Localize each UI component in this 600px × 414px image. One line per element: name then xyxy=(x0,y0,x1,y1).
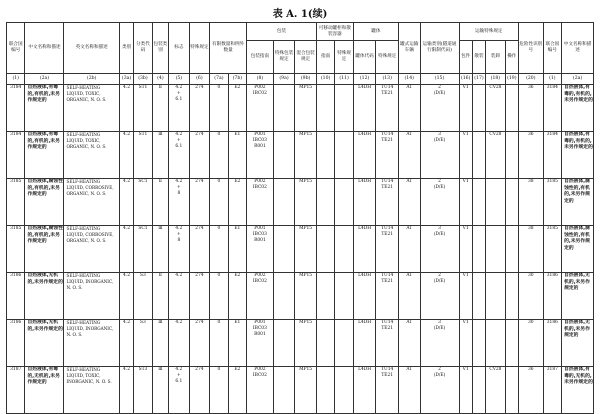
header-cn-name-right: 中文名称和描述 xyxy=(562,23,594,74)
header-en-name: 英文名称和描述 xyxy=(64,23,119,74)
en-name-cell: SELF-HEATING LIQUID, INORGANIC, N. O. S. xyxy=(64,320,119,367)
cn-name-cell: 自热液体,有毒的,有机的,未另作规定的 xyxy=(25,132,64,179)
special-packing-cell xyxy=(273,273,295,320)
portable-instruction-cell xyxy=(316,226,334,273)
portable-instruction-cell xyxy=(316,367,334,414)
transport-category-cell xyxy=(420,85,459,132)
portable-instruction-cell xyxy=(316,320,334,367)
tunnel-code-value: (D/E) xyxy=(433,373,446,379)
tank-code-cell: L4DH xyxy=(353,273,376,320)
un-no-cell: 3185 xyxy=(7,179,25,226)
header-bulk: 散装 xyxy=(472,41,485,74)
en-name-cell: SELF-HEATING LIQUID, CORROSIVE, ORGANIC, N. O. S. xyxy=(64,226,119,273)
labels-cell: 4.2 + 6.1 xyxy=(169,132,190,179)
tank-code-cell: L4DH xyxy=(353,367,376,414)
transport-category-cell xyxy=(420,273,459,320)
cn-name-cell: 自热液体,无机的,未另作规定的 xyxy=(25,320,64,367)
mixed-packing-cell: MP15 xyxy=(295,132,317,179)
packages-cell: V1 xyxy=(459,226,472,273)
transport-category-cell xyxy=(420,179,459,226)
header-portable-special: 特殊规定 xyxy=(335,41,353,74)
en-name-cell: SELF-HEATING LIQUID, TOXIC, ORGANIC, N. O. S. xyxy=(64,132,119,179)
transport-category-value: 3 xyxy=(438,320,441,325)
tunnel-code-value: (D/E) xyxy=(433,326,446,332)
excepted-qty-cell: E1 xyxy=(228,226,246,273)
header-tank-special: 特殊规定 xyxy=(376,41,399,74)
cn-name-right-cell: 自热液体,无机的,未另作规定的 xyxy=(562,273,594,320)
packages-cell: V1 xyxy=(459,85,472,132)
transport-category-value: 2 xyxy=(438,179,441,184)
column-code: (1) xyxy=(543,74,561,85)
header-tank-vehicle: 罐式运输车辆 xyxy=(398,23,420,74)
special-provision-cell: 274 xyxy=(189,367,210,414)
portable-special-cell xyxy=(335,179,353,226)
hazard-id-cell: 30 xyxy=(518,273,543,320)
packing-instruction-cell: P002 IBC02 xyxy=(247,85,274,132)
labels-cell: 4.2 + 8 xyxy=(169,226,190,273)
header-mixed-packing: 混合包装规定 xyxy=(295,41,317,74)
loading-cell xyxy=(486,320,505,367)
hazard-id-cell: 36 xyxy=(518,85,543,132)
packing-instruction-cell: P001 IBC03 R001 xyxy=(247,132,274,179)
cn-name-cell: 自热液体,腐蚀性的,有机的,未另作规定的 xyxy=(25,226,64,273)
hazard-id-cell: 36 xyxy=(518,367,543,414)
limited-qty-cell: 0 xyxy=(210,367,228,414)
limited-qty-cell: 0 xyxy=(210,320,228,367)
header-special-packing: 特殊包装规定 xyxy=(273,41,295,74)
packing-instruction-cell: P002 IBC02 xyxy=(247,367,274,414)
table-row xyxy=(7,132,594,179)
packing-group-cell: Ⅲ xyxy=(152,367,168,414)
column-code: (17) xyxy=(472,74,485,85)
special-packing-cell xyxy=(273,320,295,367)
tank-code-cell: L4DH xyxy=(353,132,376,179)
portable-instruction-cell xyxy=(316,85,334,132)
cn-name-right-cell: 自热液体,无机的,未另作规定的 xyxy=(562,320,594,367)
loading-cell xyxy=(486,273,505,320)
class-cell: 4.2 xyxy=(119,179,133,226)
column-code: (2a) xyxy=(562,74,594,85)
bulk-cell xyxy=(472,132,485,179)
tank-code-cell: L4DH xyxy=(353,85,376,132)
tank-code-cell: L4DH xyxy=(353,179,376,226)
un-no-cell: 3186 xyxy=(7,273,25,320)
un-no-right-cell: 3184 xyxy=(543,132,561,179)
column-code: (2b) xyxy=(64,74,119,85)
column-code: (18) xyxy=(486,74,505,85)
portable-special-cell xyxy=(335,85,353,132)
class-code-cell: S3 xyxy=(134,320,152,367)
tank-code-cell: L4DH xyxy=(353,320,376,367)
packing-group-cell: Ⅲ xyxy=(152,226,168,273)
labels-cell: 4.2 + 6.1 xyxy=(169,85,190,132)
tank-vehicle-cell: AT xyxy=(398,367,420,414)
table-row xyxy=(7,367,594,414)
operation-cell xyxy=(505,320,518,367)
header-un-no: 联合国编号 xyxy=(7,23,25,74)
en-name-cell: SELF-HEATING LIQUID, INORGANIC, N. O. S. xyxy=(64,273,119,320)
special-provision-cell: 274 xyxy=(189,132,210,179)
column-code: (4) xyxy=(152,74,168,85)
tank-vehicle-cell: AT xyxy=(398,320,420,367)
portable-special-cell xyxy=(335,132,353,179)
limited-qty-cell: 0 xyxy=(210,179,228,226)
cn-name-right-cell: 自热液体,腐蚀性的,有机的,未另作规定的 xyxy=(562,226,594,273)
portable-instruction-cell xyxy=(316,179,334,226)
class-code-cell: ST1 xyxy=(134,132,152,179)
tank-code-cell: L4DH xyxy=(353,226,376,273)
special-provision-cell: 274 xyxy=(189,179,210,226)
class-code-cell: S3 xyxy=(134,273,152,320)
bulk-cell xyxy=(472,85,485,132)
table-title: 表 A. 1(续) xyxy=(272,9,328,20)
transport-category-cell xyxy=(420,226,459,273)
hazard-id-cell: 30 xyxy=(518,320,543,367)
limited-qty-cell: 0 xyxy=(210,132,228,179)
column-code: (20) xyxy=(518,74,543,85)
operation-cell xyxy=(505,273,518,320)
special-provision-cell: 274 xyxy=(189,85,210,132)
packages-cell: V1 xyxy=(459,273,472,320)
packing-group-cell: Ⅲ xyxy=(152,132,168,179)
cn-name-right-cell: 自热液体,腐蚀性的,有机的,未另作规定的 xyxy=(562,179,594,226)
column-code: (11) xyxy=(335,74,353,85)
un-no-cell: 3187 xyxy=(7,367,25,414)
transport-category-value: 3 xyxy=(438,226,441,231)
header-packing-instructions: 包装指南 xyxy=(247,41,274,74)
header-tank-code: 罐体代码 xyxy=(353,41,376,74)
loading-cell xyxy=(486,179,505,226)
mixed-packing-cell: MP15 xyxy=(295,226,317,273)
table-row xyxy=(7,179,594,226)
header-portable-tanks: 可移动罐柜和散装容器 xyxy=(316,23,353,41)
un-no-cell: 3185 xyxy=(7,226,25,273)
tank-vehicle-cell: AT xyxy=(398,179,420,226)
packing-instruction-cell: P001 IBC03 R001 xyxy=(247,320,274,367)
tunnel-code-value: (D/E) xyxy=(433,185,446,191)
tunnel-code-value: (D/E) xyxy=(433,279,446,285)
header-loading: 装卸 xyxy=(486,41,505,74)
transport-category-value: 2 xyxy=(438,273,441,278)
column-code: (7a) xyxy=(210,74,228,85)
column-code: (1) xyxy=(7,74,25,85)
limited-qty-cell: 0 xyxy=(210,85,228,132)
column-code: (9a) xyxy=(273,74,295,85)
header-limited-excepted: 有限数量和例外数量 xyxy=(210,23,247,74)
bulk-cell xyxy=(472,273,485,320)
column-code: (6) xyxy=(189,74,210,85)
cn-name-right-cell: 自热液体,有毒的,无机的,未另作规定的 xyxy=(562,367,594,414)
column-code: (3b) xyxy=(134,74,152,85)
cn-name-right-cell: 自热液体,有毒的,有机的,未另作规定的 xyxy=(562,85,594,132)
portable-instruction-cell xyxy=(316,273,334,320)
operation-cell xyxy=(505,85,518,132)
table-body xyxy=(7,85,594,414)
packages-cell: V1 xyxy=(459,179,472,226)
tank-special-cell: TU14 TE21 xyxy=(376,132,399,179)
tank-special-cell: TU14 TE21 xyxy=(376,367,399,414)
header-operation: 操作 xyxy=(505,41,518,74)
tank-special-cell: TU14 TE21 xyxy=(376,320,399,367)
hazard-id-cell: 36 xyxy=(518,132,543,179)
packing-group-cell: Ⅱ xyxy=(152,273,168,320)
en-name-cell: SELF-HEATING LIQUID, TOXIC, INORGANIC, N. O. S. xyxy=(64,367,119,414)
column-code: (14) xyxy=(398,74,420,85)
hazard-id-cell: 38 xyxy=(518,226,543,273)
un-no-cell: 3184 xyxy=(7,85,25,132)
tank-special-cell: TU14 TE21 xyxy=(376,273,399,320)
labels-cell: 4.2 xyxy=(169,273,190,320)
un-no-right-cell: 3186 xyxy=(543,273,561,320)
header-tank: 罐体 xyxy=(353,23,398,41)
table-row xyxy=(7,320,594,367)
transport-category-value: 2 xyxy=(438,367,441,372)
un-no-right-cell: 3187 xyxy=(543,367,561,414)
mixed-packing-cell: MP15 xyxy=(295,320,317,367)
un-no-right-cell: 3186 xyxy=(543,320,561,367)
header-special-transport: 运输特殊规定 xyxy=(459,23,518,41)
tank-special-cell: TU14 TE21 xyxy=(376,85,399,132)
special-provision-cell: 274 xyxy=(189,320,210,367)
hazard-id-cell: 38 xyxy=(518,179,543,226)
special-provision-cell: 274 xyxy=(189,273,210,320)
class-cell: 4.2 xyxy=(119,85,133,132)
portable-special-cell xyxy=(335,273,353,320)
special-packing-cell xyxy=(273,226,295,273)
header-special-provisions: 特殊规定 xyxy=(189,23,210,74)
un-no-right-cell: 3185 xyxy=(543,179,561,226)
transport-category-cell xyxy=(420,367,459,414)
column-code-row xyxy=(7,74,594,85)
column-code: (2a) xyxy=(25,74,64,85)
special-provision-cell: 274 xyxy=(189,226,210,273)
bulk-cell xyxy=(472,226,485,273)
bulk-cell xyxy=(472,367,485,414)
transport-category-cell xyxy=(420,132,459,179)
header-packing-group: 包装类别 xyxy=(152,23,168,74)
limited-qty-cell: 0 xyxy=(210,226,228,273)
un-no-right-cell: 3184 xyxy=(543,85,561,132)
class-code-cell: SC1 xyxy=(134,226,152,273)
tank-vehicle-cell: AT xyxy=(398,85,420,132)
packing-group-cell: Ⅱ xyxy=(152,179,168,226)
table-row xyxy=(7,226,594,273)
labels-cell: 4.2 + 6.1 xyxy=(169,367,190,414)
packing-instruction-cell: P002 IBC02 xyxy=(247,179,274,226)
operation-cell xyxy=(505,367,518,414)
mixed-packing-cell: MP15 xyxy=(295,85,317,132)
un-no-cell: 3184 xyxy=(7,132,25,179)
un-no-right-cell: 3185 xyxy=(543,226,561,273)
column-code: (7b) xyxy=(228,74,246,85)
special-packing-cell xyxy=(273,132,295,179)
table-row xyxy=(7,273,594,320)
transport-category-cell xyxy=(420,320,459,367)
limited-qty-cell: 0 xyxy=(210,273,228,320)
tank-vehicle-cell: AT xyxy=(398,273,420,320)
excepted-qty-cell: E2 xyxy=(228,85,246,132)
excepted-qty-cell: E2 xyxy=(228,273,246,320)
en-name-cell: SELF-HEATING LIQUID, TOXIC, ORGANIC, N. O. S. xyxy=(64,85,119,132)
excepted-qty-cell: E2 xyxy=(228,179,246,226)
operation-cell xyxy=(505,132,518,179)
class-code-cell: ST1 xyxy=(134,85,152,132)
packing-group-cell: Ⅲ xyxy=(152,320,168,367)
packages-cell: V1 xyxy=(459,320,472,367)
packing-group-cell: Ⅱ xyxy=(152,85,168,132)
dangerous-goods-table xyxy=(6,22,594,414)
header-packaging: 包装 xyxy=(247,23,317,41)
tank-vehicle-cell: AT xyxy=(398,226,420,273)
column-code: (16) xyxy=(459,74,472,85)
en-name-cell: SELF-HEATING LIQUID, CORROSIVE, ORGANIC, N. O. S. xyxy=(64,179,119,226)
column-code: (15) xyxy=(420,74,459,85)
excepted-qty-cell: E2 xyxy=(228,367,246,414)
tank-special-cell: TU14 TE21 xyxy=(376,179,399,226)
tank-special-cell: TU14 TE21 xyxy=(376,226,399,273)
excepted-qty-cell: E1 xyxy=(228,132,246,179)
un-no-cell: 3186 xyxy=(7,320,25,367)
mixed-packing-cell: MP15 xyxy=(295,367,317,414)
special-packing-cell xyxy=(273,85,295,132)
labels-cell: 4.2 xyxy=(169,320,190,367)
header-packages: 包件 xyxy=(459,41,472,74)
class-cell: 4.2 xyxy=(119,226,133,273)
packages-cell: V1 xyxy=(459,132,472,179)
class-cell: 4.2 xyxy=(119,273,133,320)
loading-cell xyxy=(486,226,505,273)
transport-category-value: 2 xyxy=(438,85,441,90)
loading-cell: CV28 xyxy=(486,132,505,179)
mixed-packing-cell: MP15 xyxy=(295,179,317,226)
header-un-no-right: 联合国编号 xyxy=(543,23,561,74)
tank-vehicle-cell: AT xyxy=(398,132,420,179)
header-labels: 标志 xyxy=(169,23,190,74)
operation-cell xyxy=(505,226,518,273)
bulk-cell xyxy=(472,320,485,367)
tunnel-code-value: (D/E) xyxy=(433,91,446,97)
portable-special-cell xyxy=(335,320,353,367)
operation-cell xyxy=(505,179,518,226)
cn-name-cell: 自热液体,有毒的,无机的,未另作规定的 xyxy=(25,367,64,414)
transport-category-value: 3 xyxy=(438,132,441,137)
class-cell: 4.2 xyxy=(119,132,133,179)
column-code: (9b) xyxy=(295,74,317,85)
cn-name-cell: 自热液体,有毒的,有机的,未另作规定的 xyxy=(25,85,64,132)
class-cell: 4.2 xyxy=(119,367,133,414)
portable-special-cell xyxy=(335,367,353,414)
packages-cell: V1 xyxy=(459,367,472,414)
header-portable-instructions: 指南 xyxy=(316,41,334,74)
mixed-packing-cell: MP15 xyxy=(295,273,317,320)
labels-cell: 4.2 + 8 xyxy=(169,179,190,226)
column-code: (13) xyxy=(376,74,399,85)
loading-cell: CV28 xyxy=(486,367,505,414)
column-code: (8) xyxy=(247,74,274,85)
excepted-qty-cell: E1 xyxy=(228,320,246,367)
class-cell: 4.2 xyxy=(119,320,133,367)
packing-instruction-cell: P001 IBC03 R001 xyxy=(247,226,274,273)
portable-instruction-cell xyxy=(316,132,334,179)
header-transport-category: 运输类别(隧道通行限制代码) xyxy=(420,23,459,74)
header-class-code: 分类代码 xyxy=(134,23,152,74)
header-hazard-id: 危险性识别号 xyxy=(518,23,543,74)
column-code: (12) xyxy=(353,74,376,85)
portable-special-cell xyxy=(335,226,353,273)
header-class: 类别 xyxy=(119,23,133,74)
table-row xyxy=(7,85,594,132)
bulk-cell xyxy=(472,179,485,226)
special-packing-cell xyxy=(273,367,295,414)
column-code: (5) xyxy=(169,74,190,85)
header-cn-name: 中文名称和描述 xyxy=(25,23,64,74)
column-code: (10) xyxy=(316,74,334,85)
cn-name-cell: 自热液体,无机的,未另作规定的 xyxy=(25,273,64,320)
loading-cell: CV28 xyxy=(486,85,505,132)
class-code-cell: SC1 xyxy=(134,179,152,226)
column-code: (3a) xyxy=(119,74,133,85)
tunnel-code-value: (D/E) xyxy=(433,138,446,144)
tunnel-code-value: (D/E) xyxy=(433,232,446,238)
class-code-cell: ST3 xyxy=(134,367,152,414)
column-code: (19) xyxy=(505,74,518,85)
packing-instruction-cell: P002 IBC02 xyxy=(247,273,274,320)
cn-name-right-cell: 自热液体,有毒的,有机的,未另作规定的 xyxy=(562,132,594,179)
cn-name-cell: 自热液体,腐蚀性的,有机的,未另作规定的 xyxy=(25,179,64,226)
special-packing-cell xyxy=(273,179,295,226)
